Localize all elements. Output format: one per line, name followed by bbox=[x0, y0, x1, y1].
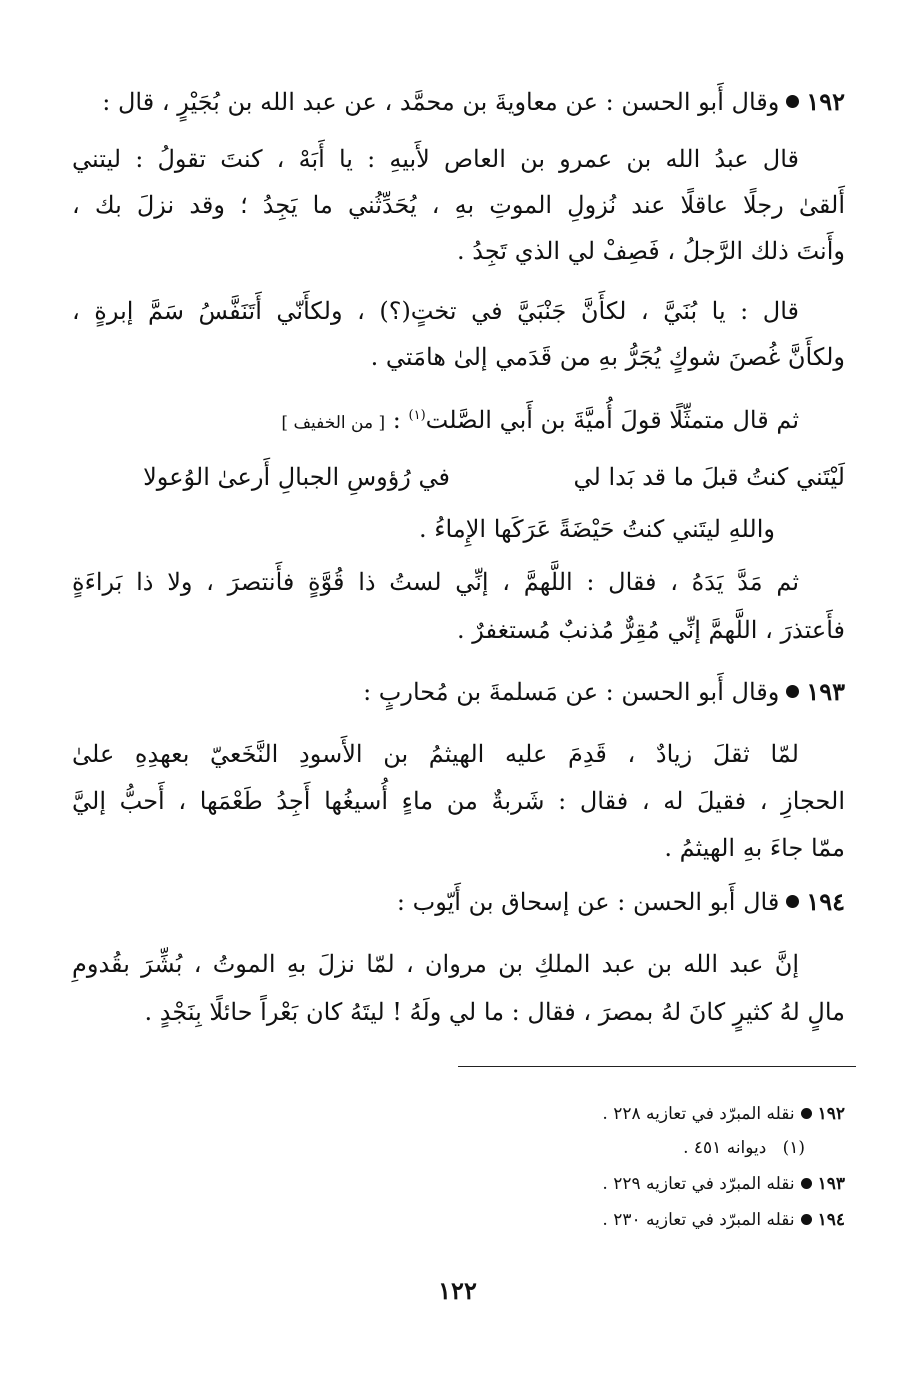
verse-hemistich-first: لَيْتَني كنتُ قبلَ ما قد بَدا لي bbox=[573, 463, 845, 491]
entry-isnad: وقال أَبو الحسن : عن معاويةَ بن محمَّد ، عن عبد الله بن بُجَيْرٍ ، قال : bbox=[102, 88, 780, 116]
bullet-icon bbox=[801, 1214, 812, 1225]
text-line: فأَعتذرَ ، اللَّهمَّ إنِّي مُقِرٌّ مُذنبٌ مُستغفرٌ . bbox=[456, 616, 845, 644]
text-line: قال عبدُ الله بن عمرو بن العاص لأَبيهِ : يا أَبَهْ ، كنتَ تقولُ : ليتني bbox=[72, 145, 799, 173]
entry-193-header bbox=[363, 676, 845, 708]
bullet-icon bbox=[786, 895, 799, 908]
verse-intro-text: ثم قال متمثِّلًا قولَ أُميَّةَ بن أَبي الصَّلت bbox=[425, 406, 799, 434]
text-line: مالٍ لهُ كثيرٍ كانَ لهُ بمصرَ ، فقال : ما لي ولَهُ ! ليتَهُ كان بَعْراً حائلًا بِنَجْدٍ . bbox=[144, 998, 845, 1026]
page-number: ١٢٢ bbox=[438, 1276, 477, 1305]
entry-isnad: وقال أَبو الحسن : عن مَسلمةَ بن مُحاربٍ : bbox=[363, 678, 780, 706]
entry-number: ١٩٣ bbox=[806, 677, 845, 706]
text-line: الحجازِ ، فقيلَ له ، فقال : شَربةٌ من ماءٍ أُسيغُها أَجِدُ طَعْمَها ، أَحبُّ إليَّ bbox=[72, 787, 845, 815]
text-line: قال : يا بُنَيَّ ، لكأَنَّ جَنْبَيَّ في تختٍ(؟) ، ولكأَنّي أَتَنَفَّسُ سَمَّ إبرةٍ ، bbox=[72, 297, 799, 325]
bullet-icon bbox=[801, 1108, 812, 1119]
footnote-divider bbox=[458, 1066, 856, 1067]
footnote-marker: ١٩٢ bbox=[817, 1104, 845, 1124]
entry-number: ١٩٢ bbox=[806, 87, 845, 116]
text-line: ثم مَدَّ يَدَهُ ، فقال : اللَّهمَّ ، إنِّي لستُ ذا قُوَّةٍ فأَنتصرَ ، ولا ذا بَراءَةٍ bbox=[72, 568, 799, 596]
verse-intro: ثم قال متمثِّلًا قولَ أُميَّةَ بن أَبي الصَّلت$^{(١)}$ : [ من الخفيف ] bbox=[281, 406, 799, 434]
entry-number: ١٩٤ bbox=[806, 887, 845, 916]
poetic-meter: [ من الخفيف ] bbox=[281, 413, 386, 433]
bullet-icon bbox=[801, 1178, 812, 1189]
footnote-marker: ١٩٣ bbox=[817, 1174, 845, 1194]
footnote-marker: ١٩٤ bbox=[817, 1210, 845, 1230]
bullet-icon bbox=[786, 95, 799, 108]
entry-isnad: قال أَبو الحسن : عن إسحاق بن أَيّوب : bbox=[396, 888, 780, 916]
verse-hemistich-second: في رُؤوسِ الجبالِ أَرعىٰ الوُعولا bbox=[143, 463, 450, 491]
footnote bbox=[683, 1136, 805, 1160]
text-line: وأَنتَ ذلك الرَّجلُ ، فَصِفْ لي الذي تَجِدُ . bbox=[457, 237, 845, 265]
footnote-text: نقله المبرّد في تعازيه ٢٣٠ . bbox=[602, 1210, 795, 1230]
footnote bbox=[602, 1172, 845, 1196]
footnote-text: نقله المبرّد في تعازيه ٢٢٨ . bbox=[602, 1104, 795, 1124]
entry-194-header bbox=[397, 886, 845, 918]
entry-192-header bbox=[102, 86, 845, 118]
footnote bbox=[602, 1102, 845, 1126]
text-line: أَلقىٰ رجلًا عاقلًا عند نُزولِ الموتِ بهِ ، يُحَدِّثُني ما يَجِدُ ؛ وقد نزلَ بك ، bbox=[72, 191, 845, 219]
text-line: ولكأَنَّ غُصنَ شوكٍ يُجَرُّ بهِ من قَدَمي إلىٰ هامَتي . bbox=[370, 343, 845, 371]
text-line: لمّا ثقلَ زيادٌ ، قَدِمَ عليه الهيثمُ بن الأَسودِ النَّخَعيّ بعهدِهِ علىٰ bbox=[72, 740, 799, 768]
text-line: ممّا جاءَ بهِ الهيثمُ . bbox=[664, 834, 845, 862]
footnote-ref: (١) bbox=[408, 408, 426, 423]
footnote bbox=[602, 1208, 845, 1232]
footnote-marker: (١) bbox=[782, 1138, 805, 1158]
footnote-text: نقله المبرّد في تعازيه ٢٢٩ . bbox=[602, 1174, 795, 1194]
footnote-text: ديوانه ٤٥١ . bbox=[683, 1138, 767, 1158]
verse-line-2: واللهِ ليتَني كنتُ حَيْضَةً عَرَكَها الإِماءُ . bbox=[419, 515, 775, 543]
bullet-icon bbox=[786, 685, 799, 698]
text-line: إنَّ عبد الله بن عبد الملكِ بن مروان ، لمّا نزلَ بهِ الموتُ ، بُشِّرَ بقُدومِ bbox=[72, 950, 799, 978]
